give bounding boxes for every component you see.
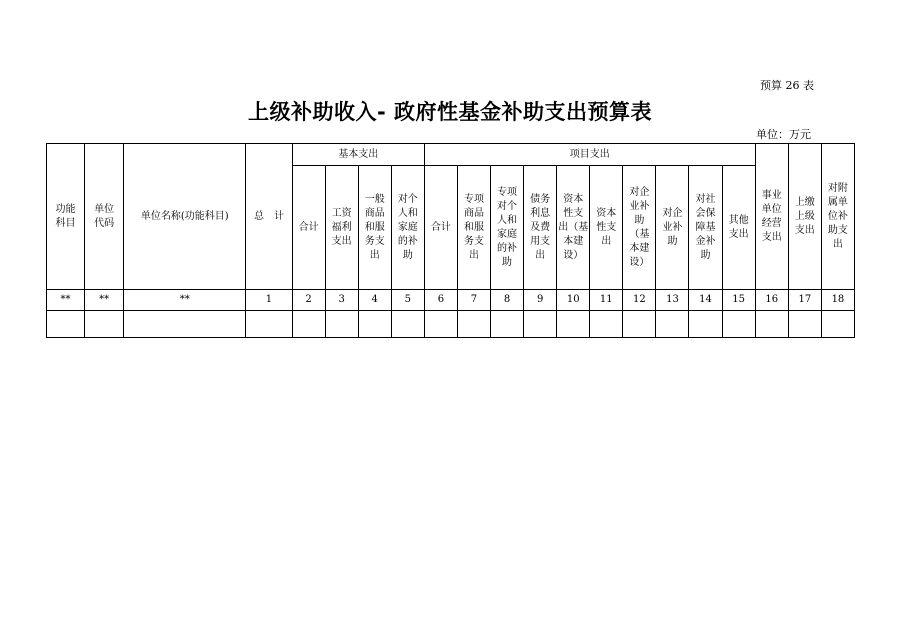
data-cell — [821, 311, 854, 338]
unit-label: 单位：万元 — [756, 128, 811, 141]
data-cell — [325, 311, 358, 338]
budget-table — [46, 143, 855, 338]
index-cell: 6 — [424, 290, 457, 311]
col-header-personal-family: 对个 人和 家庭 的补 助 — [391, 166, 424, 290]
page-title: 上级补助收入- 政府性基金补助支出预算表 — [247, 100, 653, 124]
col-header-basic-total: 合计 — [292, 166, 325, 290]
col-header-debt-interest: 债务 利息 及费 用支 出 — [524, 166, 557, 290]
col-header-enterprise-construction: 对企 业补 助 （基 本建 设） — [623, 166, 656, 290]
index-cell: ** — [47, 290, 85, 311]
col-header-project-total: 合计 — [424, 166, 457, 290]
group-header-basic: 基本支出 — [292, 144, 424, 166]
table-number: 预算 26 表 — [760, 79, 814, 92]
col-header-capital-construction: 资本 性支 出（基 本建 设） — [557, 166, 590, 290]
col-header-social-security: 对社 会保 障基 金补 助 — [689, 166, 722, 290]
index-cell: 11 — [590, 290, 623, 311]
col-header-upper-payment: 上缴 上级 支出 — [788, 144, 821, 290]
index-cell: 13 — [656, 290, 689, 311]
col-header-special-goods: 专项 商品 和服 务支 出 — [457, 166, 490, 290]
data-cell — [656, 311, 689, 338]
index-cell: 17 — [788, 290, 821, 311]
index-cell: 8 — [491, 290, 524, 311]
data-cell — [491, 311, 524, 338]
index-cell: 3 — [325, 290, 358, 311]
data-cell — [292, 311, 325, 338]
col-header-special-personal: 专项 对个 人和 家庭 的补 助 — [491, 166, 524, 290]
header-group-row — [47, 144, 855, 166]
index-cell: 14 — [689, 290, 722, 311]
data-cell — [590, 311, 623, 338]
data-cell — [524, 311, 557, 338]
index-cell: 5 — [391, 290, 424, 311]
index-cell: 7 — [457, 290, 490, 311]
col-header-unit-code: 单位 代码 — [85, 144, 124, 290]
index-cell: 18 — [821, 290, 854, 311]
col-header-affiliated-subsidy: 对附 属单 位补 助支 出 — [821, 144, 854, 290]
data-cell — [457, 311, 490, 338]
data-cell — [557, 311, 590, 338]
data-cell — [85, 311, 124, 338]
data-cell — [47, 311, 85, 338]
data-cell — [623, 311, 656, 338]
data-cell — [788, 311, 821, 338]
col-header-goods-services: 一般 商品 和服 务支 出 — [358, 166, 391, 290]
data-cell — [391, 311, 424, 338]
data-cell — [722, 311, 755, 338]
data-cell — [246, 311, 292, 338]
data-cell — [689, 311, 722, 338]
index-cell: 4 — [358, 290, 391, 311]
col-header-institution-ops: 事业 单位 经营 支出 — [755, 144, 788, 290]
index-cell: 12 — [623, 290, 656, 311]
index-cell: 10 — [557, 290, 590, 311]
index-cell: 2 — [292, 290, 325, 311]
index-cell: ** — [124, 290, 246, 311]
col-header-enterprise: 对企 业补 助 — [656, 166, 689, 290]
data-cell — [124, 311, 246, 338]
col-header-func-subject: 功能 科目 — [47, 144, 85, 290]
col-header-capital: 资本 性支 出 — [590, 166, 623, 290]
data-cell — [358, 311, 391, 338]
col-header-unit-name: 单位名称(功能科目) — [124, 144, 246, 290]
col-header-other: 其他 支出 — [722, 166, 755, 290]
index-cell: ** — [85, 290, 124, 311]
index-cell: 1 — [246, 290, 292, 311]
index-cell: 9 — [524, 290, 557, 311]
group-header-project: 项目支出 — [424, 144, 755, 166]
table-row — [47, 311, 855, 338]
data-cell — [424, 311, 457, 338]
col-header-total: 总 计 — [246, 144, 292, 290]
col-header-wage-welfare: 工资 福利 支出 — [325, 166, 358, 290]
index-cell: 15 — [722, 290, 755, 311]
index-row — [47, 290, 855, 311]
index-cell: 16 — [755, 290, 788, 311]
data-cell — [755, 311, 788, 338]
